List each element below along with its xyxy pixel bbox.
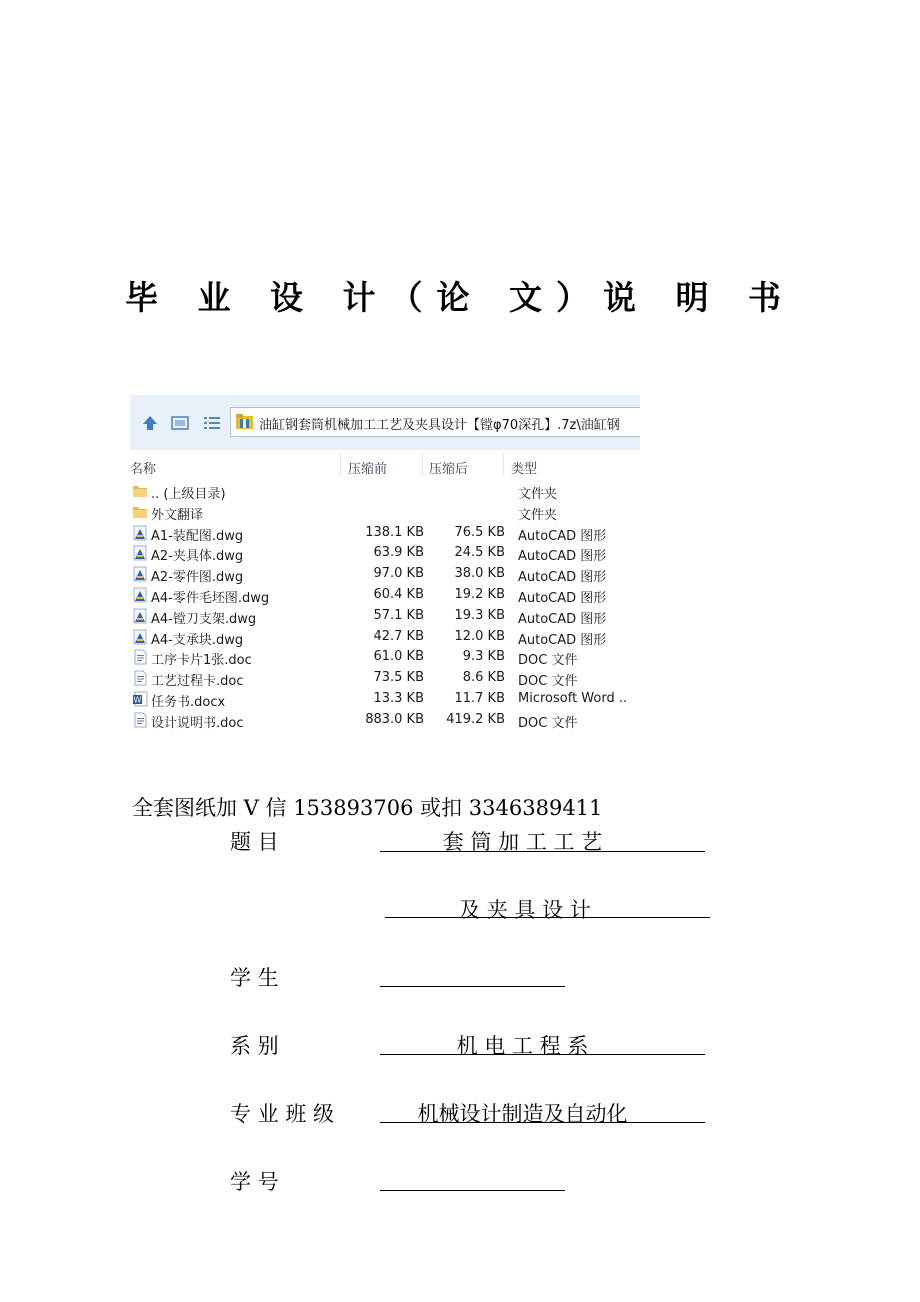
file-name: 外文翻译 bbox=[151, 507, 204, 523]
address-path: 油缸钢套筒机械加工工艺及夹具设计【镗φ70深孔】.7z\油缸钢 bbox=[259, 418, 620, 433]
student-number-underline bbox=[380, 1190, 565, 1191]
file-type: DOC 文件 bbox=[518, 674, 578, 690]
file-name: A1-装配图.dwg bbox=[151, 528, 244, 544]
document-title: 毕 业 设 计（论 文）说 明 书 bbox=[125, 278, 795, 317]
file-packed-size: 8.6 KB bbox=[462, 670, 505, 686]
folder-icon bbox=[132, 483, 148, 499]
file-row[interactable] bbox=[130, 502, 640, 523]
file-size: 13.3 KB bbox=[373, 690, 424, 706]
view-icon[interactable] bbox=[170, 413, 190, 433]
file-size: 60.4 KB bbox=[373, 586, 424, 602]
file-row[interactable] bbox=[130, 668, 640, 689]
file-name: 任务书.docx bbox=[151, 694, 226, 710]
file-size: 57.1 KB bbox=[373, 607, 424, 623]
file-size: 883.0 KB bbox=[365, 711, 424, 727]
file-type: DOC 文件 bbox=[518, 715, 578, 731]
file-explorer-screenshot bbox=[130, 395, 640, 740]
file-packed-size: 19.3 KB bbox=[454, 607, 505, 623]
department-value: 机 电 工 程 系 bbox=[456, 1034, 589, 1058]
file-type: Microsoft Word .. bbox=[518, 690, 628, 706]
column-header-size[interactable]: 压缩前 bbox=[348, 462, 388, 477]
file-type: AutoCAD 图形 bbox=[518, 611, 607, 627]
folder-icon bbox=[132, 504, 148, 520]
file-row[interactable] bbox=[130, 585, 640, 606]
file-name: .. (上级目录) bbox=[151, 487, 226, 502]
student-label: 学 生 bbox=[230, 966, 279, 990]
dwg-file-icon bbox=[132, 587, 148, 603]
file-type: AutoCAD 图形 bbox=[518, 528, 607, 544]
file-row[interactable] bbox=[130, 543, 640, 564]
file-packed-size: 19.2 KB bbox=[454, 586, 505, 602]
file-list bbox=[130, 481, 640, 731]
topic-value-line2: 及 夹 具 设 计 bbox=[459, 898, 591, 922]
file-packed-size: 24.5 KB bbox=[454, 545, 505, 561]
file-size: 61.0 KB bbox=[373, 649, 424, 665]
word-file-icon bbox=[132, 691, 148, 707]
file-type: AutoCAD 图形 bbox=[518, 590, 607, 606]
file-row[interactable] bbox=[130, 689, 640, 710]
file-type: DOC 文件 bbox=[518, 653, 578, 669]
column-divider bbox=[422, 453, 423, 475]
file-name: 工艺过程卡.doc bbox=[151, 674, 244, 690]
file-size: 73.5 KB bbox=[373, 670, 424, 686]
file-name: 设计说明书.doc bbox=[151, 715, 244, 731]
dwg-file-icon bbox=[132, 566, 148, 582]
dwg-file-icon bbox=[132, 525, 148, 541]
topic-value-line1: 套 筒 加 工 工 艺 bbox=[442, 830, 603, 854]
svg-text:W: W bbox=[133, 695, 142, 705]
file-packed-size: 76.5 KB bbox=[454, 524, 505, 540]
contact-note: 全套图纸加 V 信 153893706 或扣 3346389411 bbox=[132, 796, 603, 820]
topic-label: 题 目 bbox=[230, 830, 279, 854]
dwg-file-icon bbox=[132, 608, 148, 624]
file-row[interactable] bbox=[130, 647, 640, 668]
file-name: A2-零件图.dwg bbox=[151, 570, 244, 586]
column-header-name[interactable]: 名称 bbox=[130, 462, 157, 477]
up-arrow-icon[interactable] bbox=[140, 413, 160, 433]
file-name: A4-镗刀支架.dwg bbox=[151, 611, 257, 627]
file-name: A4-零件毛坯图.dwg bbox=[151, 590, 270, 606]
list-view-icon[interactable] bbox=[202, 413, 222, 433]
major-class-label: 专 业 班 级 bbox=[230, 1102, 335, 1126]
column-header-type[interactable]: 类型 bbox=[511, 462, 538, 477]
dwg-file-icon bbox=[132, 545, 148, 561]
major-class-value: 机械设计制造及自动化 bbox=[417, 1102, 628, 1126]
file-packed-size: 12.0 KB bbox=[454, 628, 505, 644]
student-underline bbox=[380, 986, 565, 987]
file-type: 文件夹 bbox=[518, 507, 558, 523]
file-size: 63.9 KB bbox=[373, 545, 424, 561]
column-divider bbox=[340, 453, 341, 475]
file-type: AutoCAD 图形 bbox=[518, 570, 607, 586]
file-name: 工序卡片1张.doc bbox=[151, 653, 252, 669]
file-row[interactable] bbox=[130, 564, 640, 585]
file-name: A2-夹具体.dwg bbox=[151, 549, 244, 565]
file-row[interactable] bbox=[130, 627, 640, 648]
file-name: A4-支承块.dwg bbox=[151, 632, 244, 648]
column-header-packed[interactable]: 压缩后 bbox=[429, 462, 469, 477]
file-packed-size: 11.7 KB bbox=[454, 690, 505, 706]
dwg-file-icon bbox=[132, 629, 148, 645]
doc-file-icon bbox=[132, 670, 148, 686]
file-size: 42.7 KB bbox=[373, 628, 424, 644]
file-type: AutoCAD 图形 bbox=[518, 549, 607, 565]
file-row[interactable] bbox=[130, 481, 640, 502]
doc-file-icon bbox=[132, 649, 148, 665]
file-row[interactable] bbox=[130, 606, 640, 627]
student-number-label: 学 号 bbox=[230, 1170, 279, 1194]
file-packed-size: 9.3 KB bbox=[462, 649, 505, 665]
file-row[interactable] bbox=[130, 710, 640, 731]
department-label: 系 别 bbox=[230, 1034, 279, 1058]
column-divider bbox=[503, 453, 504, 475]
archive-icon bbox=[236, 414, 253, 430]
file-size: 97.0 KB bbox=[373, 566, 424, 582]
file-type: AutoCAD 图形 bbox=[518, 632, 607, 648]
file-packed-size: 419.2 KB bbox=[446, 711, 505, 727]
explorer-toolbar bbox=[130, 395, 640, 450]
file-row[interactable] bbox=[130, 523, 640, 544]
file-size: 138.1 KB bbox=[365, 524, 424, 540]
address-bar[interactable] bbox=[230, 407, 640, 437]
doc-file-icon bbox=[132, 712, 148, 728]
file-type: 文件夹 bbox=[518, 487, 558, 502]
file-packed-size: 38.0 KB bbox=[454, 566, 505, 582]
